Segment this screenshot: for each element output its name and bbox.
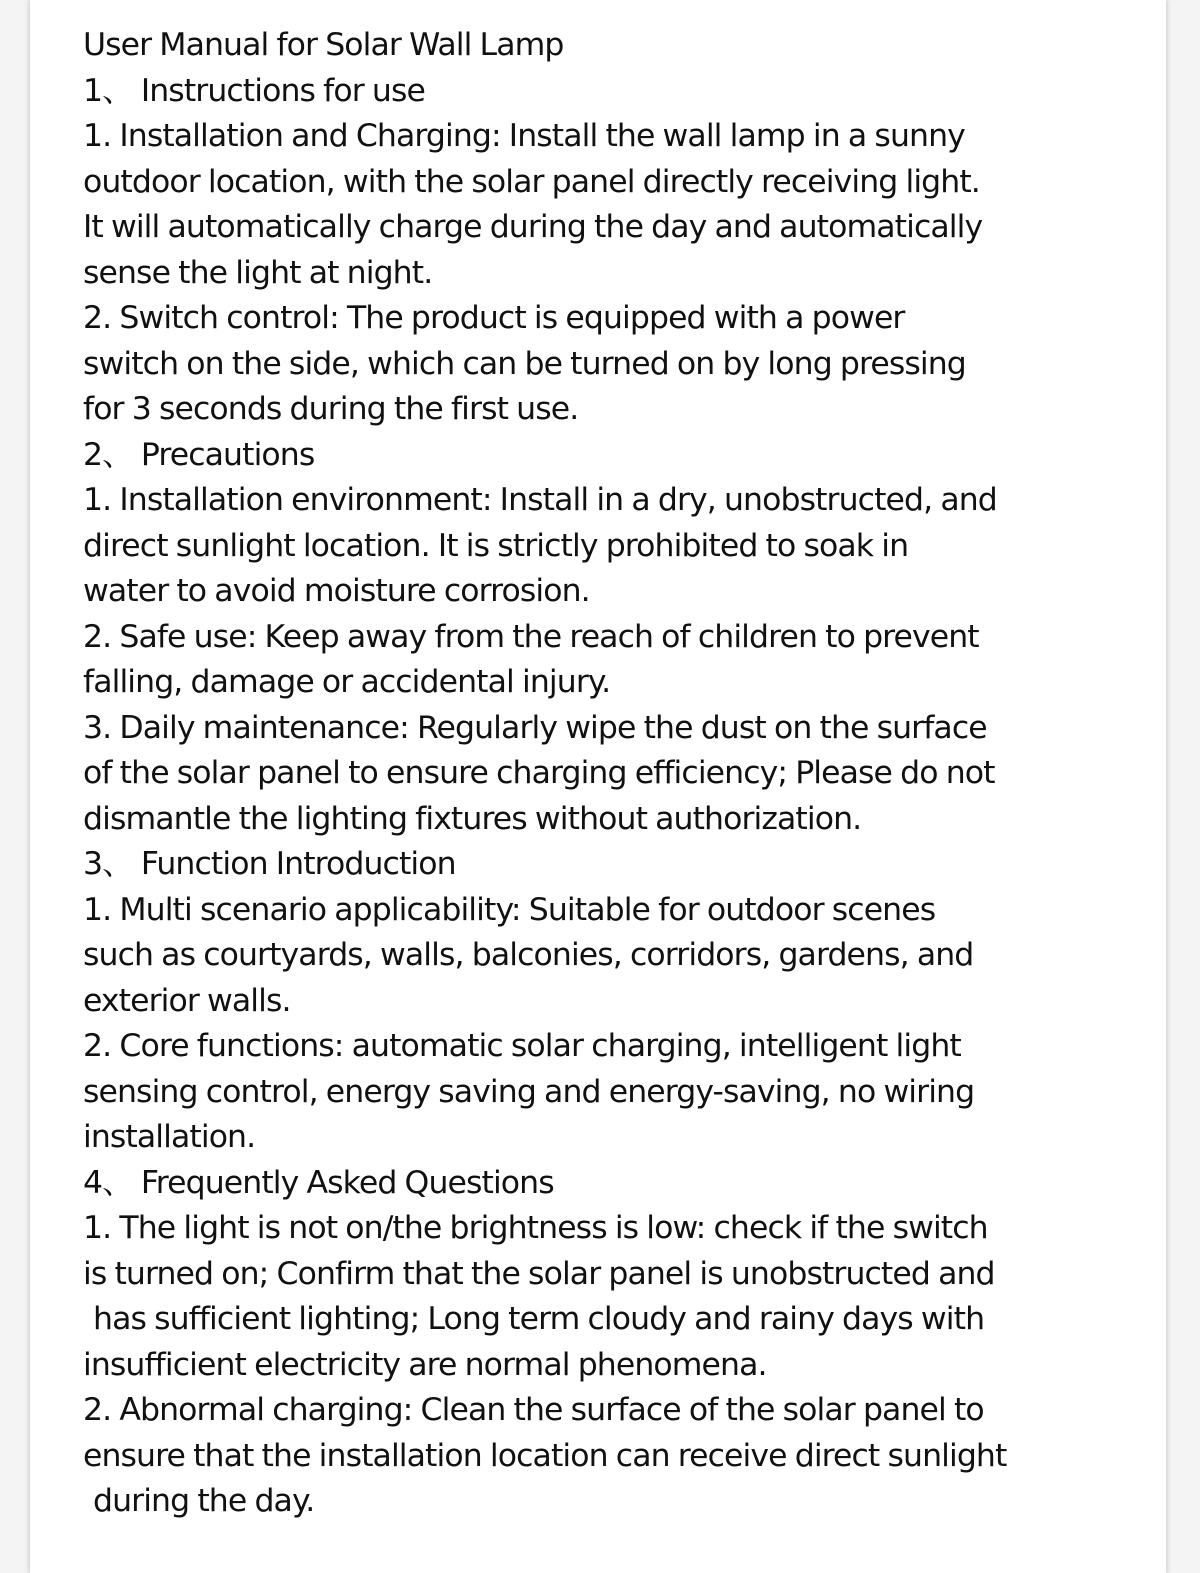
document-page xyxy=(30,0,1166,1573)
text-line: exterior walls. xyxy=(83,982,291,1019)
text-line: 3. Daily maintenance: Regularly wipe the dust on the surface xyxy=(83,709,987,746)
text-line: sense the light at night. xyxy=(83,254,433,291)
section-heading: 3、 Function Introduction xyxy=(83,846,456,882)
section-heading: 2、 Precautions xyxy=(83,436,315,473)
text-line: such as courtyards, walls, balconies, corridors, gardens, and xyxy=(83,937,974,973)
manual-text xyxy=(83,23,1153,1525)
text-line: switch on the side, which can be turned on by long pressing xyxy=(83,345,966,382)
text-line: installation. xyxy=(83,1119,256,1155)
text-line: 1. Installation and Charging: Install the wall lamp in a sunny xyxy=(83,118,965,154)
text-line: dismantle the lighting fixtures without authorization. xyxy=(83,800,862,837)
text-line: water to avoid moisture corrosion. xyxy=(83,573,590,609)
text-line: falling, damage or accidental injury. xyxy=(83,664,611,700)
section-heading: 4、 Frequently Asked Questions xyxy=(83,1164,554,1201)
text-line: It will automatically charge during the day and automatically xyxy=(83,209,983,245)
text-line: 1. The light is not on/the brightness is low: check if the switch xyxy=(83,1210,988,1246)
text-line: 2. Core functions: automatic solar charging, intelligent light xyxy=(83,1028,961,1064)
text-line: 2. Switch control: The product is equipped with a power xyxy=(83,300,905,336)
text-line: insufficient electricity are normal phenomena. xyxy=(83,1346,767,1383)
text-line: sensing control, energy saving and energy-saving, no wiring xyxy=(83,1073,975,1110)
text-line: for 3 seconds during the first use. xyxy=(83,391,579,427)
text-line: during the day. xyxy=(93,1483,315,1519)
text-line: of the solar panel to ensure charging efficiency; Please do not xyxy=(83,755,995,791)
section-heading: 1、 Instructions for use xyxy=(83,72,425,109)
text-line: outdoor location, with the solar panel directly receiving light. xyxy=(83,163,980,200)
text-line: 1. Installation environment: Install in a dry, unobstructed, and xyxy=(83,482,997,518)
text-line: ensure that the installation location can receive direct sunlight xyxy=(83,1437,1007,1474)
text-line: has sufficient lighting; Long term cloudy and rainy days with xyxy=(93,1301,985,1337)
text-line: direct sunlight location. It is strictly prohibited to soak in xyxy=(83,527,909,564)
document-title: User Manual for Solar Wall Lamp xyxy=(83,27,564,63)
text-line: 2. Safe use: Keep away from the reach of children to prevent xyxy=(83,618,979,655)
text-line: 2. Abnormal charging: Clean the surface of the solar panel to xyxy=(83,1392,984,1428)
text-line: 1. Multi scenario applicability: Suitable for outdoor scenes xyxy=(83,891,936,928)
text-line: is turned on; Confirm that the solar panel is unobstructed and xyxy=(83,1255,995,1292)
